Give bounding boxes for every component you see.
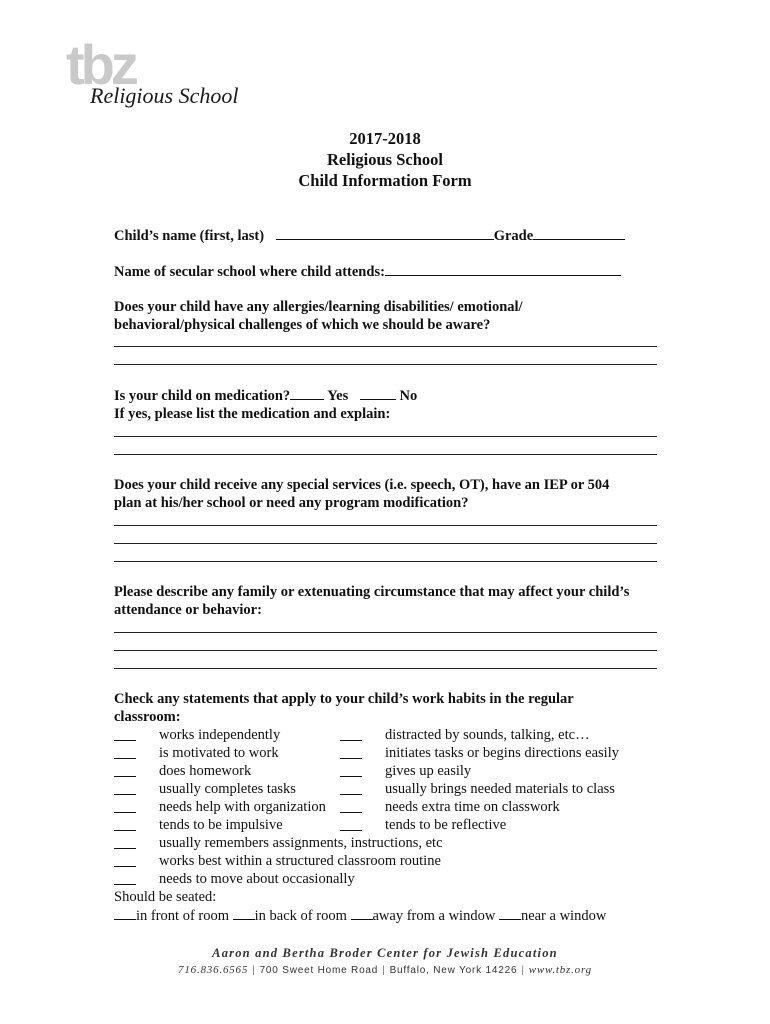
habit-label: initiates tasks or begins directions easily xyxy=(385,745,619,761)
special-services-answer-line[interactable] xyxy=(114,525,657,526)
special-services-answer-line[interactable] xyxy=(114,543,657,544)
habit-row xyxy=(114,870,674,888)
habit-row xyxy=(114,834,674,852)
habit-label: distracted by sounds, talking, etc… xyxy=(385,727,590,743)
habit-row xyxy=(114,744,674,762)
habit-row xyxy=(114,726,674,744)
habit-label: works independently xyxy=(159,727,281,743)
medication-yes-field[interactable] xyxy=(290,386,324,400)
seating-blank[interactable] xyxy=(233,906,255,920)
habit-label: is motivated to work xyxy=(159,745,279,761)
habit-checkbox[interactable] xyxy=(114,780,136,795)
work-habits-line-1: Check any statements that apply to your child’s work habits in the regular xyxy=(114,691,574,707)
footer-contact xyxy=(0,964,770,976)
habit-checkbox[interactable] xyxy=(340,816,362,831)
seating-blank[interactable] xyxy=(499,906,521,920)
family-answer-line[interactable] xyxy=(114,668,657,669)
page-heading xyxy=(0,128,770,191)
medication-yes-label: Yes xyxy=(327,388,349,404)
allergies-answer-line[interactable] xyxy=(114,364,657,365)
habit-row xyxy=(114,816,674,834)
habit-label: usually completes tasks xyxy=(159,781,296,797)
habit-label: needs extra time on classwork xyxy=(385,799,560,815)
seating-blank[interactable] xyxy=(351,906,373,920)
heading-school: Religious School xyxy=(327,150,443,169)
habit-label: usually brings needed materials to class xyxy=(385,781,615,797)
habit-checkbox[interactable] xyxy=(340,798,362,813)
footer-address: 700 Sweet Home Road xyxy=(259,965,379,976)
family-line-2: attendance or behavior: xyxy=(114,602,262,618)
habit-label: usually remembers assignments, instructions, etc xyxy=(159,835,443,851)
medication-answer-line[interactable] xyxy=(114,454,657,455)
medication-no-label: No xyxy=(399,388,418,404)
habit-label: works best within a structured classroom routine xyxy=(159,853,441,869)
habit-checkbox[interactable] xyxy=(114,726,136,741)
seating-label: Should be seated: xyxy=(114,889,217,905)
medication-explain-label: If yes, please list the medication and explain: xyxy=(114,406,391,422)
family-answer-line[interactable] xyxy=(114,632,657,633)
habit-label: tends to be impulsive xyxy=(159,817,283,833)
child-name-label: Child’s name (first, last) xyxy=(114,228,265,244)
habit-checkbox[interactable] xyxy=(114,834,136,849)
heading-year: 2017-2018 xyxy=(349,129,421,148)
medication-no-field[interactable] xyxy=(360,386,396,400)
habit-label: needs help with organization xyxy=(159,799,326,815)
footer-phone: 716.836.6565 xyxy=(178,964,249,976)
heading-form-title: Child Information Form xyxy=(298,171,472,190)
habit-checkbox[interactable] xyxy=(114,762,136,777)
habit-checkbox[interactable] xyxy=(340,744,362,759)
footer-separator: | xyxy=(252,965,256,976)
child-name-question xyxy=(114,226,625,245)
medication-label: Is your child on medication? xyxy=(114,388,291,404)
medication-answer-line[interactable] xyxy=(114,436,657,437)
secular-school-question xyxy=(114,262,621,281)
habit-label: tends to be reflective xyxy=(385,817,507,833)
habit-label: needs to move about occasionally xyxy=(159,871,355,887)
habit-checkbox[interactable] xyxy=(340,726,362,741)
logo-subtitle: Religious School xyxy=(90,83,239,108)
habit-label: gives up easily xyxy=(385,763,472,779)
footer-separator: | xyxy=(382,965,386,976)
allergies-question xyxy=(114,298,523,334)
habit-row xyxy=(114,780,674,798)
seating-option: in front of room xyxy=(136,908,230,924)
habit-row xyxy=(114,852,674,870)
footer-website[interactable]: www.tbz.org xyxy=(528,964,592,976)
allergies-answer-line[interactable] xyxy=(114,346,657,347)
habit-label: does homework xyxy=(159,763,252,779)
habit-checkbox[interactable] xyxy=(114,744,136,759)
child-name-field[interactable] xyxy=(276,226,494,240)
habit-checkbox[interactable] xyxy=(114,852,136,867)
habit-checkbox[interactable] xyxy=(114,816,136,831)
habit-checkbox[interactable] xyxy=(340,780,362,795)
habit-checkbox[interactable] xyxy=(340,762,362,777)
habit-row xyxy=(114,798,674,816)
seating-blank[interactable] xyxy=(114,906,136,920)
family-answer-line[interactable] xyxy=(114,650,657,651)
footer-organization: Aaron and Bertha Broder Center for Jewish Education xyxy=(212,946,558,960)
habit-checkbox[interactable] xyxy=(114,798,136,813)
family-line-1: Please describe any family or extenuating circumstance that may affect your child’s xyxy=(114,584,630,600)
secular-school-field[interactable] xyxy=(385,262,621,276)
special-services-line-2: plan at his/her school or need any program modification? xyxy=(114,495,469,511)
seating-option: away from a window xyxy=(372,908,496,924)
habit-row xyxy=(114,762,674,780)
medication-question xyxy=(114,386,417,423)
family-circumstance-question xyxy=(114,583,629,619)
footer-city: Buffalo, New York 14226 xyxy=(389,965,518,976)
logo-mark-text: tbz xyxy=(66,40,135,90)
grade-label: Grade xyxy=(493,228,534,244)
seating-options xyxy=(114,906,606,925)
special-services-answer-line[interactable] xyxy=(114,561,657,562)
secular-school-label: Name of secular school where child attends: xyxy=(114,264,385,280)
work-habits-question xyxy=(114,690,574,726)
grade-field[interactable] xyxy=(533,226,625,240)
special-services-question xyxy=(114,476,609,512)
school-logo xyxy=(66,40,266,110)
habit-checkbox[interactable] xyxy=(114,870,136,885)
seating-option: in back of room xyxy=(254,908,347,924)
special-services-line-1: Does your child receive any special services (i.e. speech, OT), have an IEP or 504 xyxy=(114,477,610,493)
allergies-line-1: Does your child have any allergies/learning disabilities/ emotional/ xyxy=(114,299,523,315)
seating-option: near a window xyxy=(520,908,607,924)
footer-separator: | xyxy=(521,965,525,976)
work-habits-line-2: classroom: xyxy=(114,709,181,725)
allergies-line-2: behavioral/physical challenges of which we should be aware? xyxy=(114,317,491,333)
